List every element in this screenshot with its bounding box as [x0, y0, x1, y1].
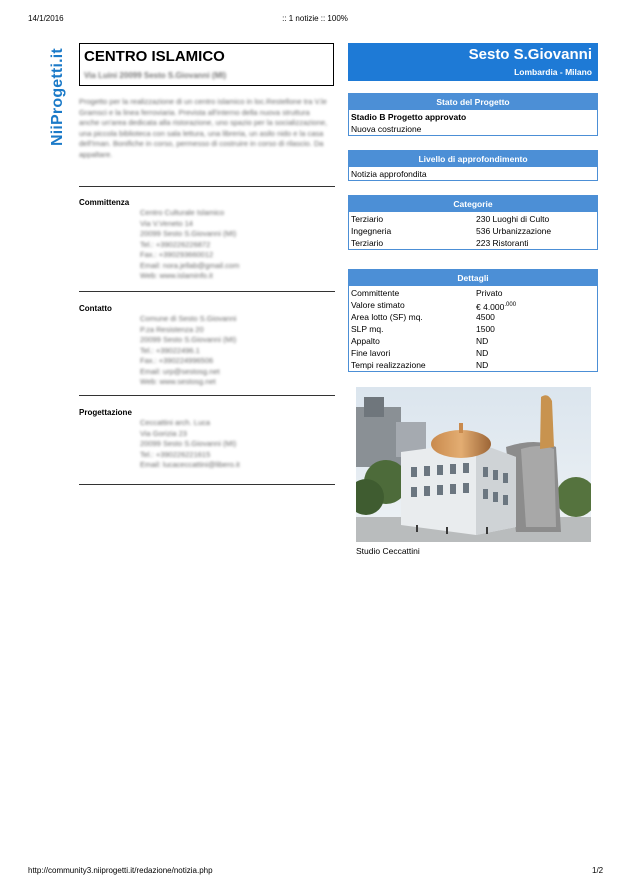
- location-header: [348, 43, 598, 81]
- categoria-row: Ingegneria 536 Urbanizzazione: [351, 226, 552, 236]
- print-title: :: 1 notizie :: 100%: [282, 14, 348, 23]
- project-rendering-image: [356, 387, 591, 542]
- dettaglio-row: Committente Privato: [351, 288, 503, 298]
- dettaglio-row: Fine lavori ND: [351, 348, 489, 358]
- categorie-heading: Categorie: [349, 196, 597, 213]
- progettazione-label: Progettazione: [79, 408, 132, 417]
- dettagli-panel: [348, 269, 598, 372]
- livello-value: Notizia approfondita: [351, 169, 427, 179]
- dettaglio-row: Appalto ND: [351, 336, 489, 346]
- project-description: Progetto per la realizzazione di un centro islamico in loc.Restellone tra V.le Gramsci e la linea ferroviaria. Prevista all'interno della nuova struttura anche un'area dedicata alla ristorazione, uno spazio per la socializzazione, una piccola biblioteca con sala lettura, una libreria, un asilo nido e la casa dell'Iman. Bonifiche in corso, permesso di costruire in corso di rilascio. Da appaltare.: [79, 97, 328, 159]
- print-date: 14/1/2016: [28, 14, 64, 23]
- dettaglio-row: Valore stimato € $4.000^{.000}$: [351, 300, 517, 312]
- divider: [79, 395, 335, 396]
- divider: [79, 291, 335, 292]
- project-title-box: [79, 43, 334, 86]
- stato-stage: Stadio B Progetto approvato: [351, 112, 467, 122]
- progettazione-info: Ceccattini arch. Luca Via Gorizia 23 20099 Sesto S.Giovanni (MI) Tel.: +390226221615 Email: lucaceccattini@libero.it: [140, 418, 240, 469]
- divider: [79, 484, 335, 485]
- committenza-label: Committenza: [79, 198, 130, 207]
- contatto-info: Comune di Sesto S.Giovanni P.za Resistenza 20 20099 Sesto S.Giovanni (MI) Tel.: +39022496.1 Fax.: +390224996506 Email: urp@sestosg.net Web: www.sestosg.net: [140, 314, 237, 386]
- livello-panel: [348, 150, 598, 181]
- committenza-info: Centro Culturale Islamico Via V.Veneto 14 20099 Sesto S.Giovanni (MI) Tel.: +390226226872 Fax.: +390293660012 Email: nora.jellab@gmail.com Web: www.islaminfo.it: [140, 208, 240, 280]
- categoria-row: Terziario 230 Luoghi di Culto: [351, 214, 550, 224]
- print-url: http://community3.niiprogetti.it/redazione/notizia.php: [28, 866, 213, 875]
- divider: [79, 186, 335, 187]
- dettaglio-row: Area lotto (SF) mq. 4500: [351, 312, 495, 322]
- contatto-label: Contatto: [79, 304, 112, 313]
- project-address: Via Luini 20099 Sesto S.Giovanni (MI): [84, 71, 227, 80]
- project-title: CENTRO ISLAMICO: [84, 48, 225, 65]
- region-name: Lombardia - Milano: [514, 67, 592, 77]
- stato-detail: Nuova costruzione: [351, 124, 422, 134]
- niiprogetti-logo: NiiProgetti.it: [49, 48, 66, 146]
- image-caption: Studio Ceccattini: [356, 546, 420, 556]
- dettaglio-row: SLP mq. 1500: [351, 324, 495, 334]
- dettagli-heading: Dettagli: [349, 270, 597, 287]
- dettaglio-row: Tempi realizzazione ND: [351, 360, 489, 370]
- stato-heading: Stato del Progetto: [349, 94, 597, 111]
- categorie-panel: [348, 195, 598, 250]
- livello-heading: Livello di approfondimento: [349, 151, 597, 168]
- city-name: Sesto S.Giovanni: [468, 46, 592, 63]
- categoria-row: Terziario 223 Ristoranti: [351, 238, 529, 248]
- stato-panel: [348, 93, 598, 136]
- print-page-number: 1/2: [592, 866, 604, 875]
